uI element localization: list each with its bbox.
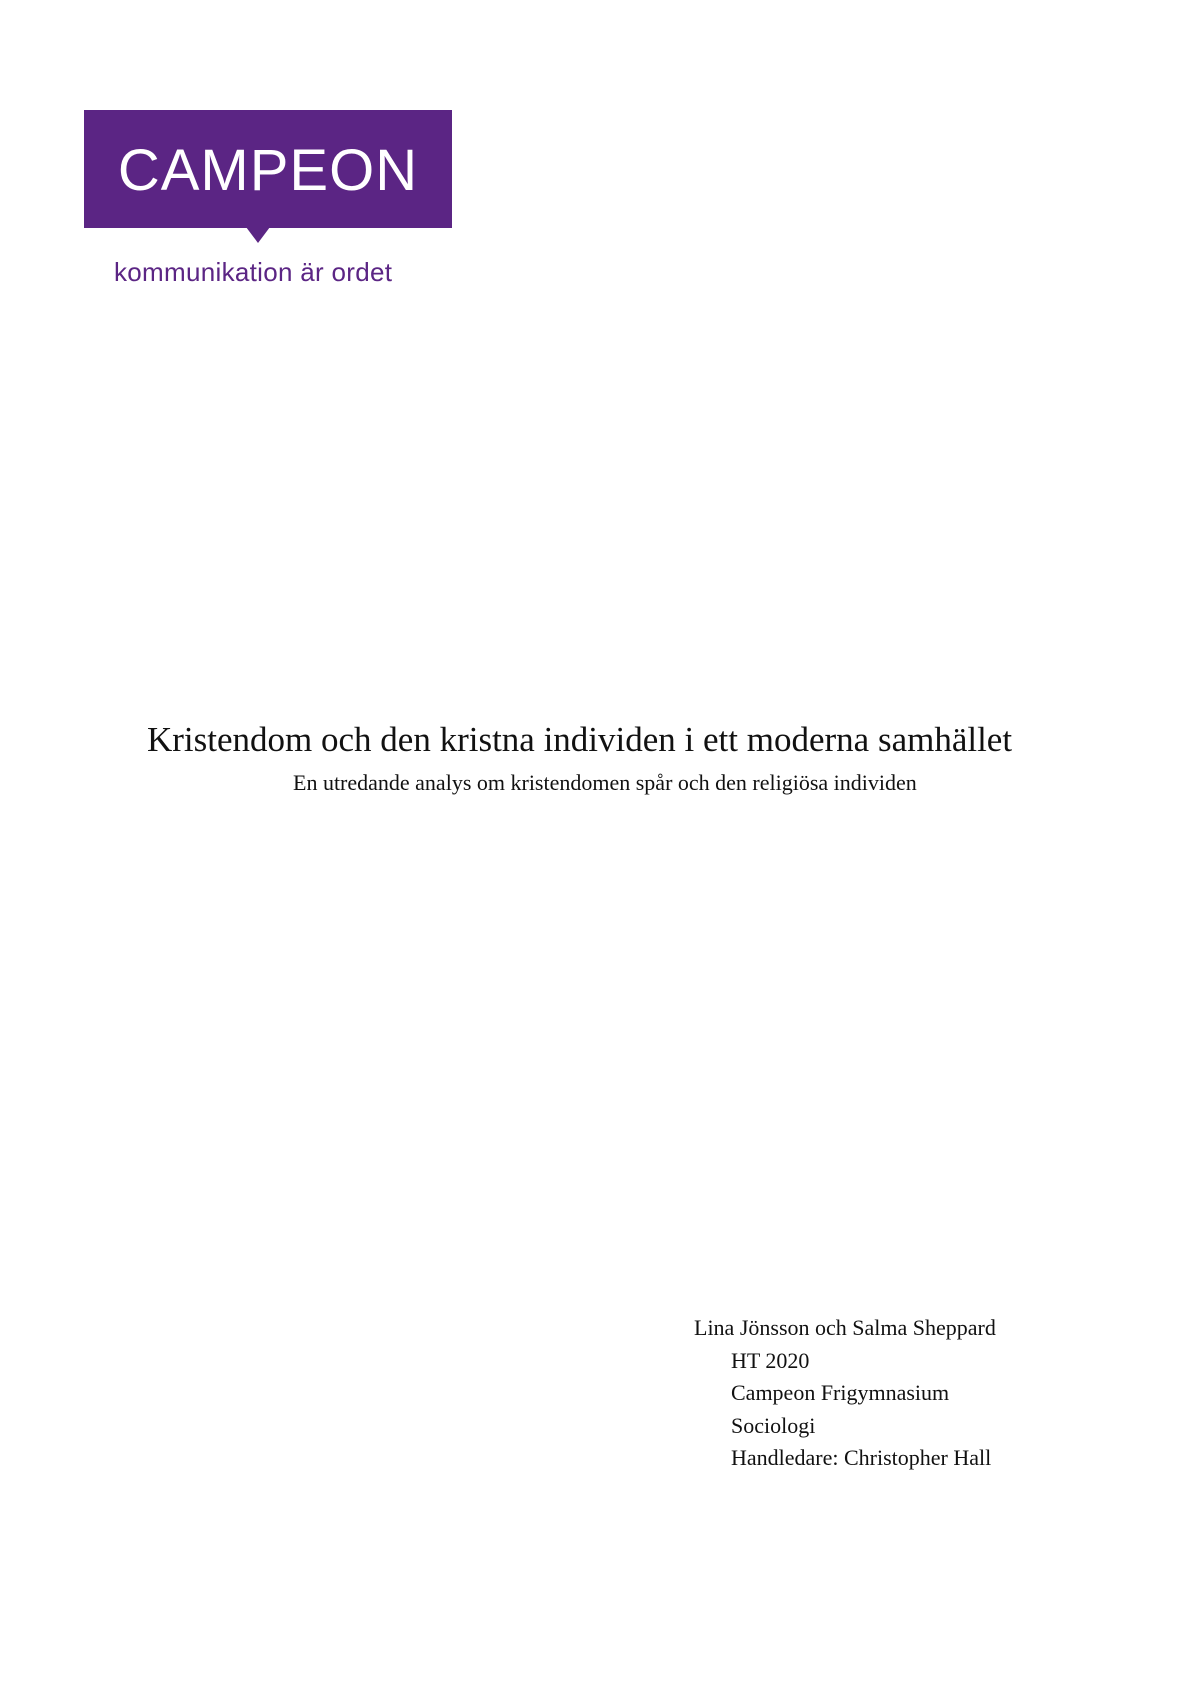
subject: Sociologi (731, 1412, 816, 1438)
campeon-logo (84, 110, 452, 288)
authors: Lina Jönsson och Salma Sheppard (694, 1315, 996, 1340)
document-subtitle: En utredande analys om kristendomen spår och den religiösa individen (293, 770, 917, 795)
speech-bubble-tail-icon (246, 227, 270, 243)
document-title: Kristendom och den kristna individen i ett moderna samhället (147, 720, 1013, 759)
document-info (694, 1312, 996, 1475)
term: HT 2020 (731, 1347, 810, 1373)
supervisor: Handledare: Christopher Hall (731, 1445, 992, 1470)
logo-box (84, 110, 452, 228)
logo-tagline: kommunikation är ordet (114, 257, 393, 287)
school: Campeon Frigymnasium (731, 1380, 950, 1405)
logo-wordmark: CAMPEON (117, 137, 419, 203)
